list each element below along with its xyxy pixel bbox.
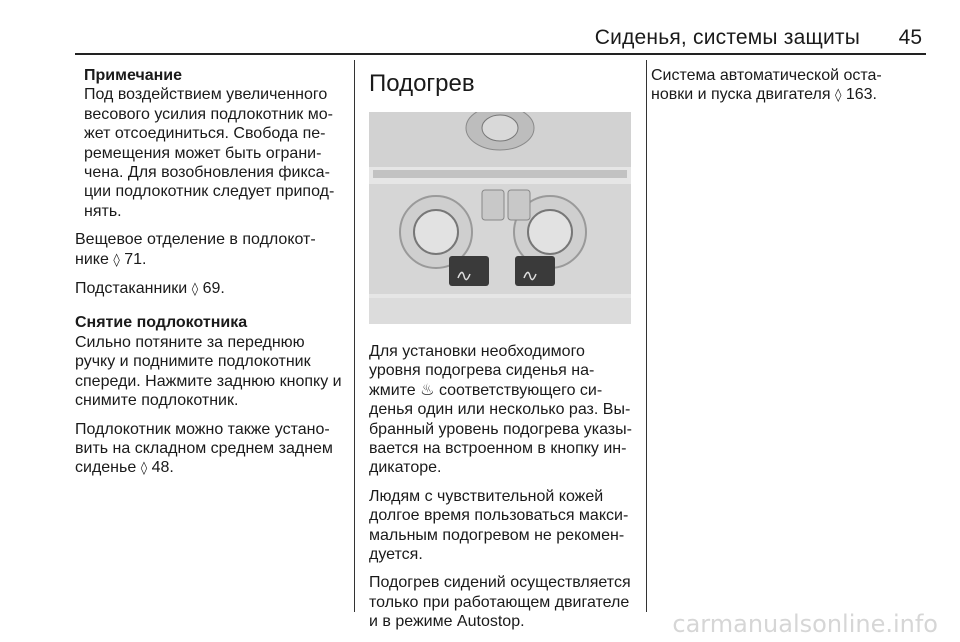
paragraph-removal — [75, 333, 350, 411]
paragraph-cupholders — [75, 279, 350, 299]
text-line: Сильно потяните за переднюю — [75, 333, 305, 351]
note-line: весового усилия подлокотник мо- — [84, 105, 333, 123]
subheading: Снятие подлокотника — [75, 314, 248, 332]
text-span: нике — [75, 250, 109, 268]
text-line: только при работающем двигателе — [369, 593, 630, 611]
text-line: и в режиме Autostop. — [369, 613, 525, 631]
text-line: бранный уровень подогрева указы- — [369, 420, 632, 438]
text-span: новки и пуска двигателя — [651, 86, 831, 104]
note-line: чена. Для возобновления фикса- — [84, 164, 330, 182]
note-line: жет отсоединиться. Свобода пе- — [84, 125, 326, 143]
page-number: 45 — [898, 26, 922, 49]
page-reference-icon: ◊ — [191, 282, 199, 298]
paragraph-sensitive-skin — [369, 487, 635, 565]
text-span: соответствующего си- — [438, 381, 603, 399]
page-reference-link[interactable]: 48. — [151, 459, 174, 477]
page-reference-link[interactable]: 69. — [202, 280, 225, 298]
page-reference-link[interactable]: 163. — [845, 86, 877, 104]
text-line: уровня подогрева сиденья на- — [369, 362, 595, 380]
seat-heating-icon: ♨ — [420, 381, 435, 399]
page-reference-icon: ◊ — [834, 88, 842, 104]
text-line: ручку и поднимите подлокотник — [75, 353, 311, 371]
note-line: ремещения может быть ограни- — [84, 144, 322, 162]
watermark: carmanualsonline.info — [672, 610, 938, 638]
paragraph-rear-seat — [75, 420, 350, 479]
column-divider-1 — [354, 60, 355, 612]
column-1 — [75, 66, 350, 488]
text-line: денья один или несколько раз. Вы- — [369, 401, 631, 419]
section-title: Подогрев — [369, 70, 475, 97]
note-line: нять. — [84, 202, 122, 220]
paragraph-autostop — [651, 66, 927, 106]
note-line: Под воздействием увеличенного — [84, 86, 328, 104]
text-line: Система автоматической оста- — [651, 67, 882, 84]
text-line: спереди. Нажмите заднюю кнопку и — [75, 372, 342, 390]
text-span: жмите — [369, 381, 416, 399]
text-line: Подогрев сидений осуществляется — [369, 574, 631, 592]
note-block — [84, 66, 350, 221]
header-title: Сиденья, системы защиты — [594, 26, 860, 49]
header-rule — [75, 53, 926, 55]
page-reference-icon: ◊ — [113, 252, 120, 268]
dashboard-figure — [369, 112, 631, 324]
paragraph-heating-usage — [369, 342, 635, 478]
text-line: мальным подогревом не рекомен- — [369, 526, 625, 544]
text-line: Для установки необходимого — [369, 343, 585, 360]
column-3 — [651, 66, 927, 115]
text-line: дуется. — [369, 546, 423, 564]
column-2 — [369, 66, 635, 641]
paragraph-engine-condition — [369, 573, 635, 631]
note-line: ции подлокотник следует припод- — [84, 183, 335, 201]
text-line: вить на складном среднем заднем — [75, 439, 333, 457]
text-span: сиденье — [75, 459, 137, 477]
page-reference-icon: ◊ — [140, 461, 148, 477]
text-line: вается на встроенном в кнопку ин- — [369, 440, 627, 458]
text-line: Людям с чувствительной кожей — [369, 487, 604, 505]
text-span: Подстаканники — [75, 280, 188, 298]
note-title: Примечание — [84, 67, 183, 84]
text-line: Вещевое отделение в подлокот- — [75, 231, 316, 249]
text-line: долгое время пользоваться макси- — [369, 507, 629, 525]
paragraph-storage — [75, 230, 350, 270]
text-line: дикаторе. — [369, 459, 442, 477]
page-reference-link[interactable]: 71. — [124, 250, 147, 268]
text-line: снимите подлокотник. — [75, 392, 239, 410]
climate-panel-illustration — [369, 112, 631, 324]
text-line: Подлокотник можно также устано- — [75, 420, 330, 438]
column-divider-2 — [646, 60, 647, 612]
